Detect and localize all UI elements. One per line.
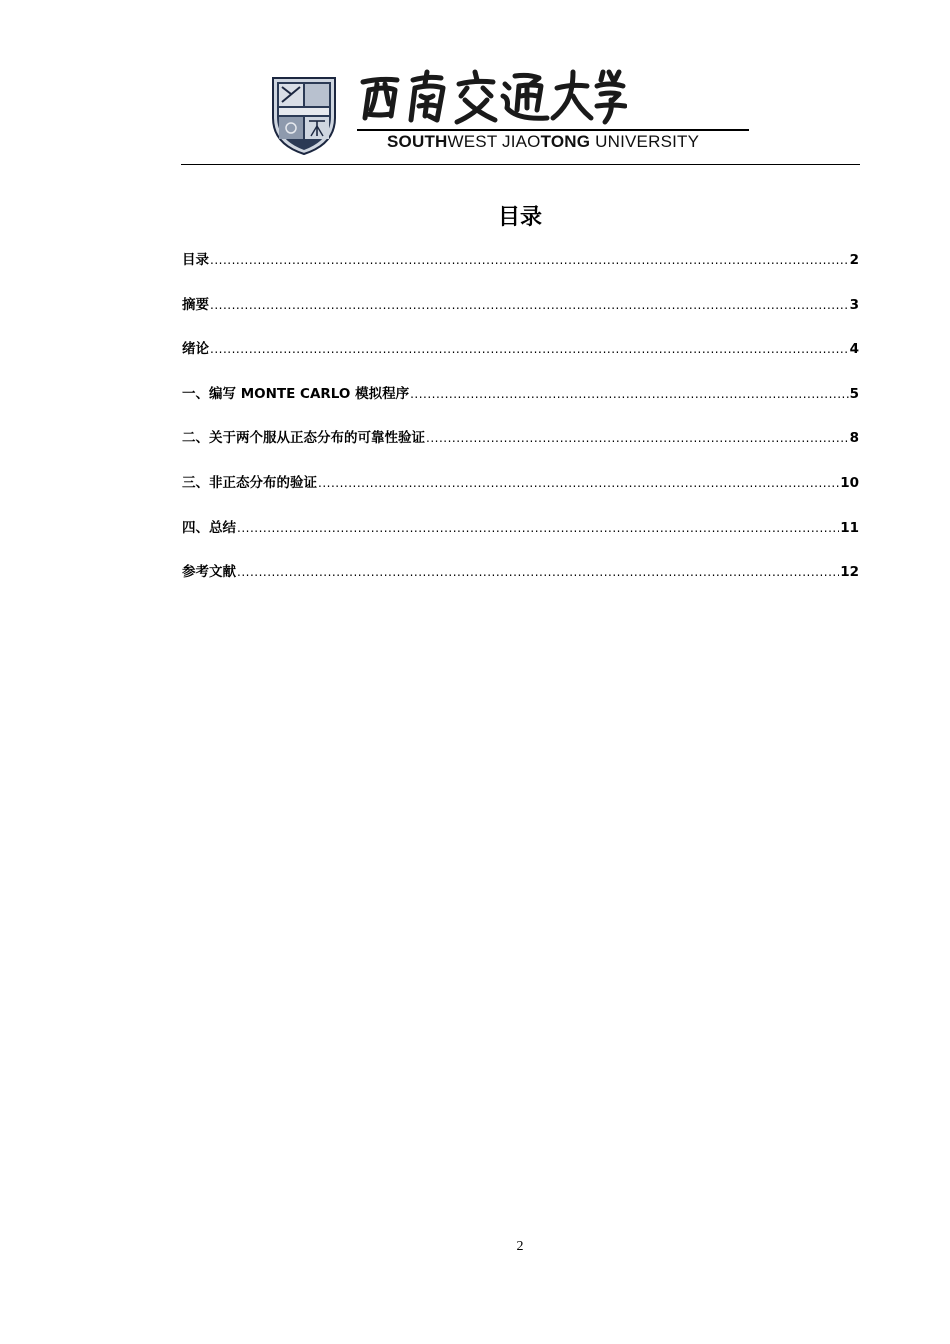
- toc-entry-page: 4: [849, 341, 859, 358]
- toc-entry-page: 8: [849, 430, 859, 447]
- toc-entry-title: 三、非正态分布的验证: [182, 474, 317, 491]
- toc-entry[interactable]: [182, 248, 859, 293]
- toc-dot-leader: [237, 565, 839, 579]
- toc-entry[interactable]: [182, 337, 859, 382]
- toc-dot-leader: [318, 476, 839, 490]
- toc-entry-page: 11: [840, 519, 859, 536]
- toc-entry[interactable]: [182, 471, 859, 516]
- toc-dot-leader: [410, 387, 849, 401]
- toc-dot-leader: [210, 253, 849, 267]
- toc-heading: 目录: [497, 205, 542, 230]
- toc-entry-page: 12: [840, 564, 859, 581]
- toc-entry[interactable]: [182, 560, 859, 605]
- university-name-university: UNIVERSITY: [590, 132, 700, 151]
- university-name-calligraphy: [357, 66, 627, 128]
- university-name-tong: TONG: [540, 132, 591, 151]
- toc-dot-leader: [426, 431, 849, 445]
- toc-entry[interactable]: [182, 293, 859, 338]
- toc-entry-page: 3: [849, 296, 859, 313]
- toc-entry-title: 目录: [182, 252, 209, 268]
- toc-entry-title: 四、总结: [182, 519, 236, 536]
- toc-entry[interactable]: [182, 426, 859, 471]
- toc-dot-leader: [210, 342, 849, 356]
- toc-entry-page: 5: [849, 385, 859, 402]
- toc-entry[interactable]: [182, 516, 859, 561]
- university-name-west-jiao: WEST JIAO: [447, 132, 541, 151]
- toc-entry-title: 一、编写 MONTE CARLO 模拟程序: [182, 385, 410, 402]
- toc-entry-title: 绪论: [182, 341, 209, 358]
- page-number: 2: [516, 1239, 524, 1254]
- toc-entry-title: 参考文献: [182, 564, 236, 581]
- page-header: [181, 66, 860, 165]
- university-emblem-icon: [269, 74, 339, 156]
- toc-entry-page: 10: [840, 474, 859, 491]
- header-rule: [357, 129, 749, 131]
- university-name-english: [387, 132, 699, 152]
- toc-entry-title: 摘要: [182, 296, 209, 313]
- toc-dot-leader: [210, 298, 849, 312]
- toc-entry-title: 二、关于两个服从正态分布的可靠性验证: [182, 430, 425, 447]
- toc-entry-page: 2: [849, 252, 859, 268]
- university-name-south: SOUTH: [387, 132, 448, 151]
- toc-entry[interactable]: [182, 382, 859, 427]
- table-of-contents: [182, 248, 859, 605]
- toc-dot-leader: [237, 521, 839, 535]
